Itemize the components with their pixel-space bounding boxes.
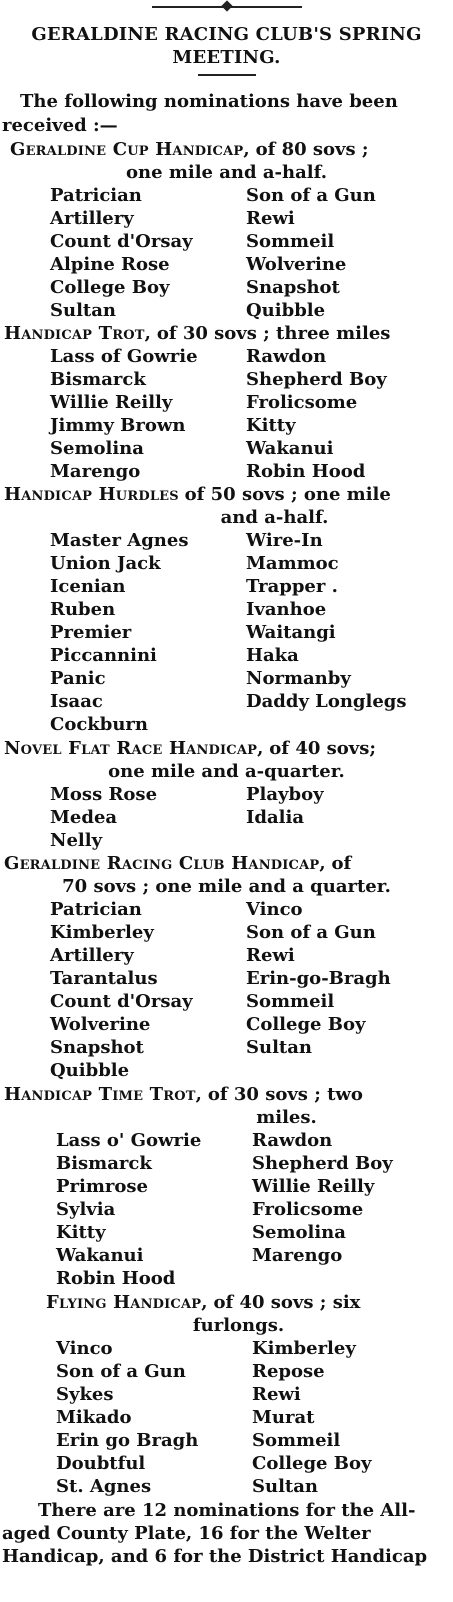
race-details: of 30 sovs ; three miles [156, 323, 391, 344]
horse-entry: Semolina [252, 1222, 346, 1243]
horse-entry: Murat [252, 1407, 315, 1428]
intro-line: received :— [2, 115, 118, 136]
closing-line: Handicap, and 6 for the District Handicap [2, 1546, 428, 1567]
entries-list [50, 529, 453, 736]
race-heading-cont: one mile and a-half. [126, 162, 327, 183]
horse-entry: Rawdon [246, 346, 327, 367]
horse-entry: Erin go Bragh [56, 1430, 199, 1451]
horse-entry [246, 1059, 453, 1082]
entries-list [50, 345, 453, 483]
horse-entry: Rewi [246, 945, 295, 966]
horse-entry: Quibble [50, 1060, 130, 1081]
horse-entry: Bismarck [50, 369, 146, 390]
entries-list [56, 1129, 453, 1290]
horse-entry: Robin Hood [56, 1268, 176, 1289]
horse-entry: Sultan [252, 1476, 318, 1497]
race-details: of 80 sovs ; [255, 139, 369, 160]
horse-entry: Wolverine [246, 254, 347, 275]
horse-entry: Patrician [50, 899, 142, 920]
horse-entry: Master Agnes [50, 530, 189, 551]
horse-entry: Jimmy Brown [50, 415, 186, 436]
horse-entry: Count d'Orsay [50, 231, 193, 252]
horse-entry: Cockburn [50, 714, 149, 735]
horse-entry: Frolicsome [252, 1199, 364, 1220]
entries-list [56, 1337, 453, 1498]
horse-entry: Shepherd Boy [246, 369, 387, 390]
horse-entry: Frolicsome [246, 392, 358, 413]
race-name: Handicap Time Trot, [4, 1084, 203, 1105]
horse-entry: Count d'Orsay [50, 991, 193, 1012]
race-heading [4, 483, 391, 506]
horse-entry: Vinco [246, 899, 303, 920]
race-name: Handicap Trot, [4, 323, 152, 344]
horse-entry: Artillery [50, 945, 134, 966]
horse-entry: Willie Reilly [50, 392, 173, 413]
horse-entry: Normanby [246, 668, 351, 689]
race-heading-cont: furlongs. [192, 1315, 285, 1336]
horse-entry: Snapshot [246, 277, 340, 298]
race-heading [46, 1291, 360, 1314]
horse-entry [252, 1267, 453, 1290]
race-details: of 40 sovs ; six [213, 1292, 361, 1313]
horse-entry: Repose [252, 1361, 325, 1382]
horse-entry: Marengo [252, 1245, 343, 1266]
horse-entry: Marengo [50, 461, 141, 482]
horse-entry: Bismarck [56, 1153, 152, 1174]
horse-entry: Robin Hood [246, 461, 366, 482]
horse-entry: Sommeil [246, 991, 335, 1012]
horse-entry: Playboy [246, 784, 324, 805]
horse-entry: Rewi [246, 208, 295, 229]
horse-entry: Son of a Gun [246, 185, 376, 206]
race-details: of [331, 853, 352, 874]
article-title: GERALDINE RACING CLUB'S SPRING [31, 24, 422, 45]
horse-entry: Shepherd Boy [252, 1153, 393, 1174]
closing-line: aged County Plate, 16 for the Welter [2, 1523, 371, 1544]
horse-entry: Sultan [246, 1037, 312, 1058]
horse-entry: Tarantalus [50, 968, 158, 989]
race-heading-cont: miles. [256, 1107, 317, 1128]
horse-entry: Snapshot [50, 1037, 144, 1058]
horse-entry: Wakanui [56, 1245, 144, 1266]
horse-entry: Lass of Gowrie [50, 346, 198, 367]
intro-line: The following nominations have been [20, 91, 398, 112]
horse-entry: Sommeil [246, 231, 335, 252]
race-heading [4, 852, 351, 875]
race-name: Geraldine Cup Handicap, [10, 139, 250, 160]
race-heading-cont: one mile and a-quarter. [108, 761, 345, 782]
horse-entry: Mammoc [246, 553, 339, 574]
race-heading [4, 737, 376, 760]
horse-entry: Ruben [50, 599, 116, 620]
horse-entry: Piccannini [50, 645, 157, 666]
race-name: Novel Flat Race Handicap, [4, 738, 264, 759]
horse-entry: Wakanui [246, 438, 334, 459]
horse-entry: Doubtful [56, 1453, 146, 1474]
horse-entry: Isaac [50, 691, 103, 712]
horse-entry: Vinco [56, 1338, 113, 1359]
horse-entry: College Boy [50, 277, 170, 298]
entries-list [50, 898, 453, 1082]
race-name: Geraldine Racing Club Handicap, [4, 853, 326, 874]
race-heading [4, 1083, 363, 1106]
horse-entry: Son of a Gun [56, 1361, 186, 1382]
horse-entry: St. Agnes [56, 1476, 152, 1497]
horse-entry: Rewi [252, 1384, 301, 1405]
article-title-cont: MEETING. [172, 47, 281, 68]
horse-entry: Nelly [50, 830, 103, 851]
horse-entry: Sommeil [252, 1430, 341, 1451]
horse-entry: Ivanhoe [246, 599, 327, 620]
horse-entry: Kitty [56, 1222, 106, 1243]
race-heading [4, 322, 390, 345]
entries-list [50, 783, 453, 852]
horse-entry: Kimberley [50, 922, 154, 943]
ornamental-rule [152, 6, 302, 8]
closing-line [2, 1499, 442, 1522]
short-rule [198, 74, 256, 76]
horse-entry: Patrician [50, 185, 142, 206]
horse-entry: Wolverine [50, 1014, 151, 1035]
horse-entry: Sykes [56, 1384, 114, 1405]
horse-entry: Union Jack [50, 553, 161, 574]
horse-entry: Wire-In [246, 530, 323, 551]
horse-entry: Panic [50, 668, 106, 689]
horse-entry [246, 829, 453, 852]
horse-entry: Artillery [50, 208, 134, 229]
horse-entry: Lass o' Gowrie [56, 1130, 202, 1151]
horse-entry: Alpine Rose [50, 254, 170, 275]
horse-entry: Rawdon [252, 1130, 333, 1151]
race-heading-cont: and a-half. [220, 507, 329, 528]
horse-entry: Moss Rose [50, 784, 158, 805]
entries-list [50, 184, 453, 322]
race-name: Flying Handicap, [46, 1292, 208, 1313]
race-details: of 50 sovs ; one mile [184, 484, 391, 505]
horse-entry: Sultan [50, 300, 116, 321]
race-details: of 40 sovs; [269, 738, 377, 759]
horse-entry [246, 713, 453, 736]
horse-entry: Sylvia [56, 1199, 116, 1220]
horse-entry: Idalia [246, 807, 305, 828]
race-name: Handicap Hurdles [4, 484, 179, 505]
horse-entry: Willie Reilly [252, 1176, 375, 1197]
horse-entry: Erin-go-Bragh [246, 968, 391, 989]
horse-entry: Waitangi [246, 622, 336, 643]
horse-entry: Mikado [56, 1407, 132, 1428]
horse-entry: Kimberley [252, 1338, 356, 1359]
horse-entry: College Boy [252, 1453, 372, 1474]
race-heading [10, 138, 369, 161]
horse-entry: Son of a Gun [246, 922, 376, 943]
closing-text: There are 12 nominations for the All- [38, 1500, 416, 1521]
race-heading-cont: 70 sovs ; one mile and a quarter. [62, 876, 391, 897]
horse-entry: Trapper . [246, 576, 338, 597]
horse-entry: Semolina [50, 438, 144, 459]
horse-entry: Kitty [246, 415, 296, 436]
horse-entry: Icenian [50, 576, 126, 597]
horse-entry: College Boy [246, 1014, 366, 1035]
horse-entry: Haka [246, 645, 299, 666]
horse-entry: Premier [50, 622, 132, 643]
race-details: of 30 sovs ; two [207, 1084, 363, 1105]
horse-entry: Medea [50, 807, 118, 828]
horse-entry: Quibble [246, 300, 326, 321]
horse-entry: Primrose [56, 1176, 148, 1197]
horse-entry: Daddy Longlegs [246, 691, 407, 712]
